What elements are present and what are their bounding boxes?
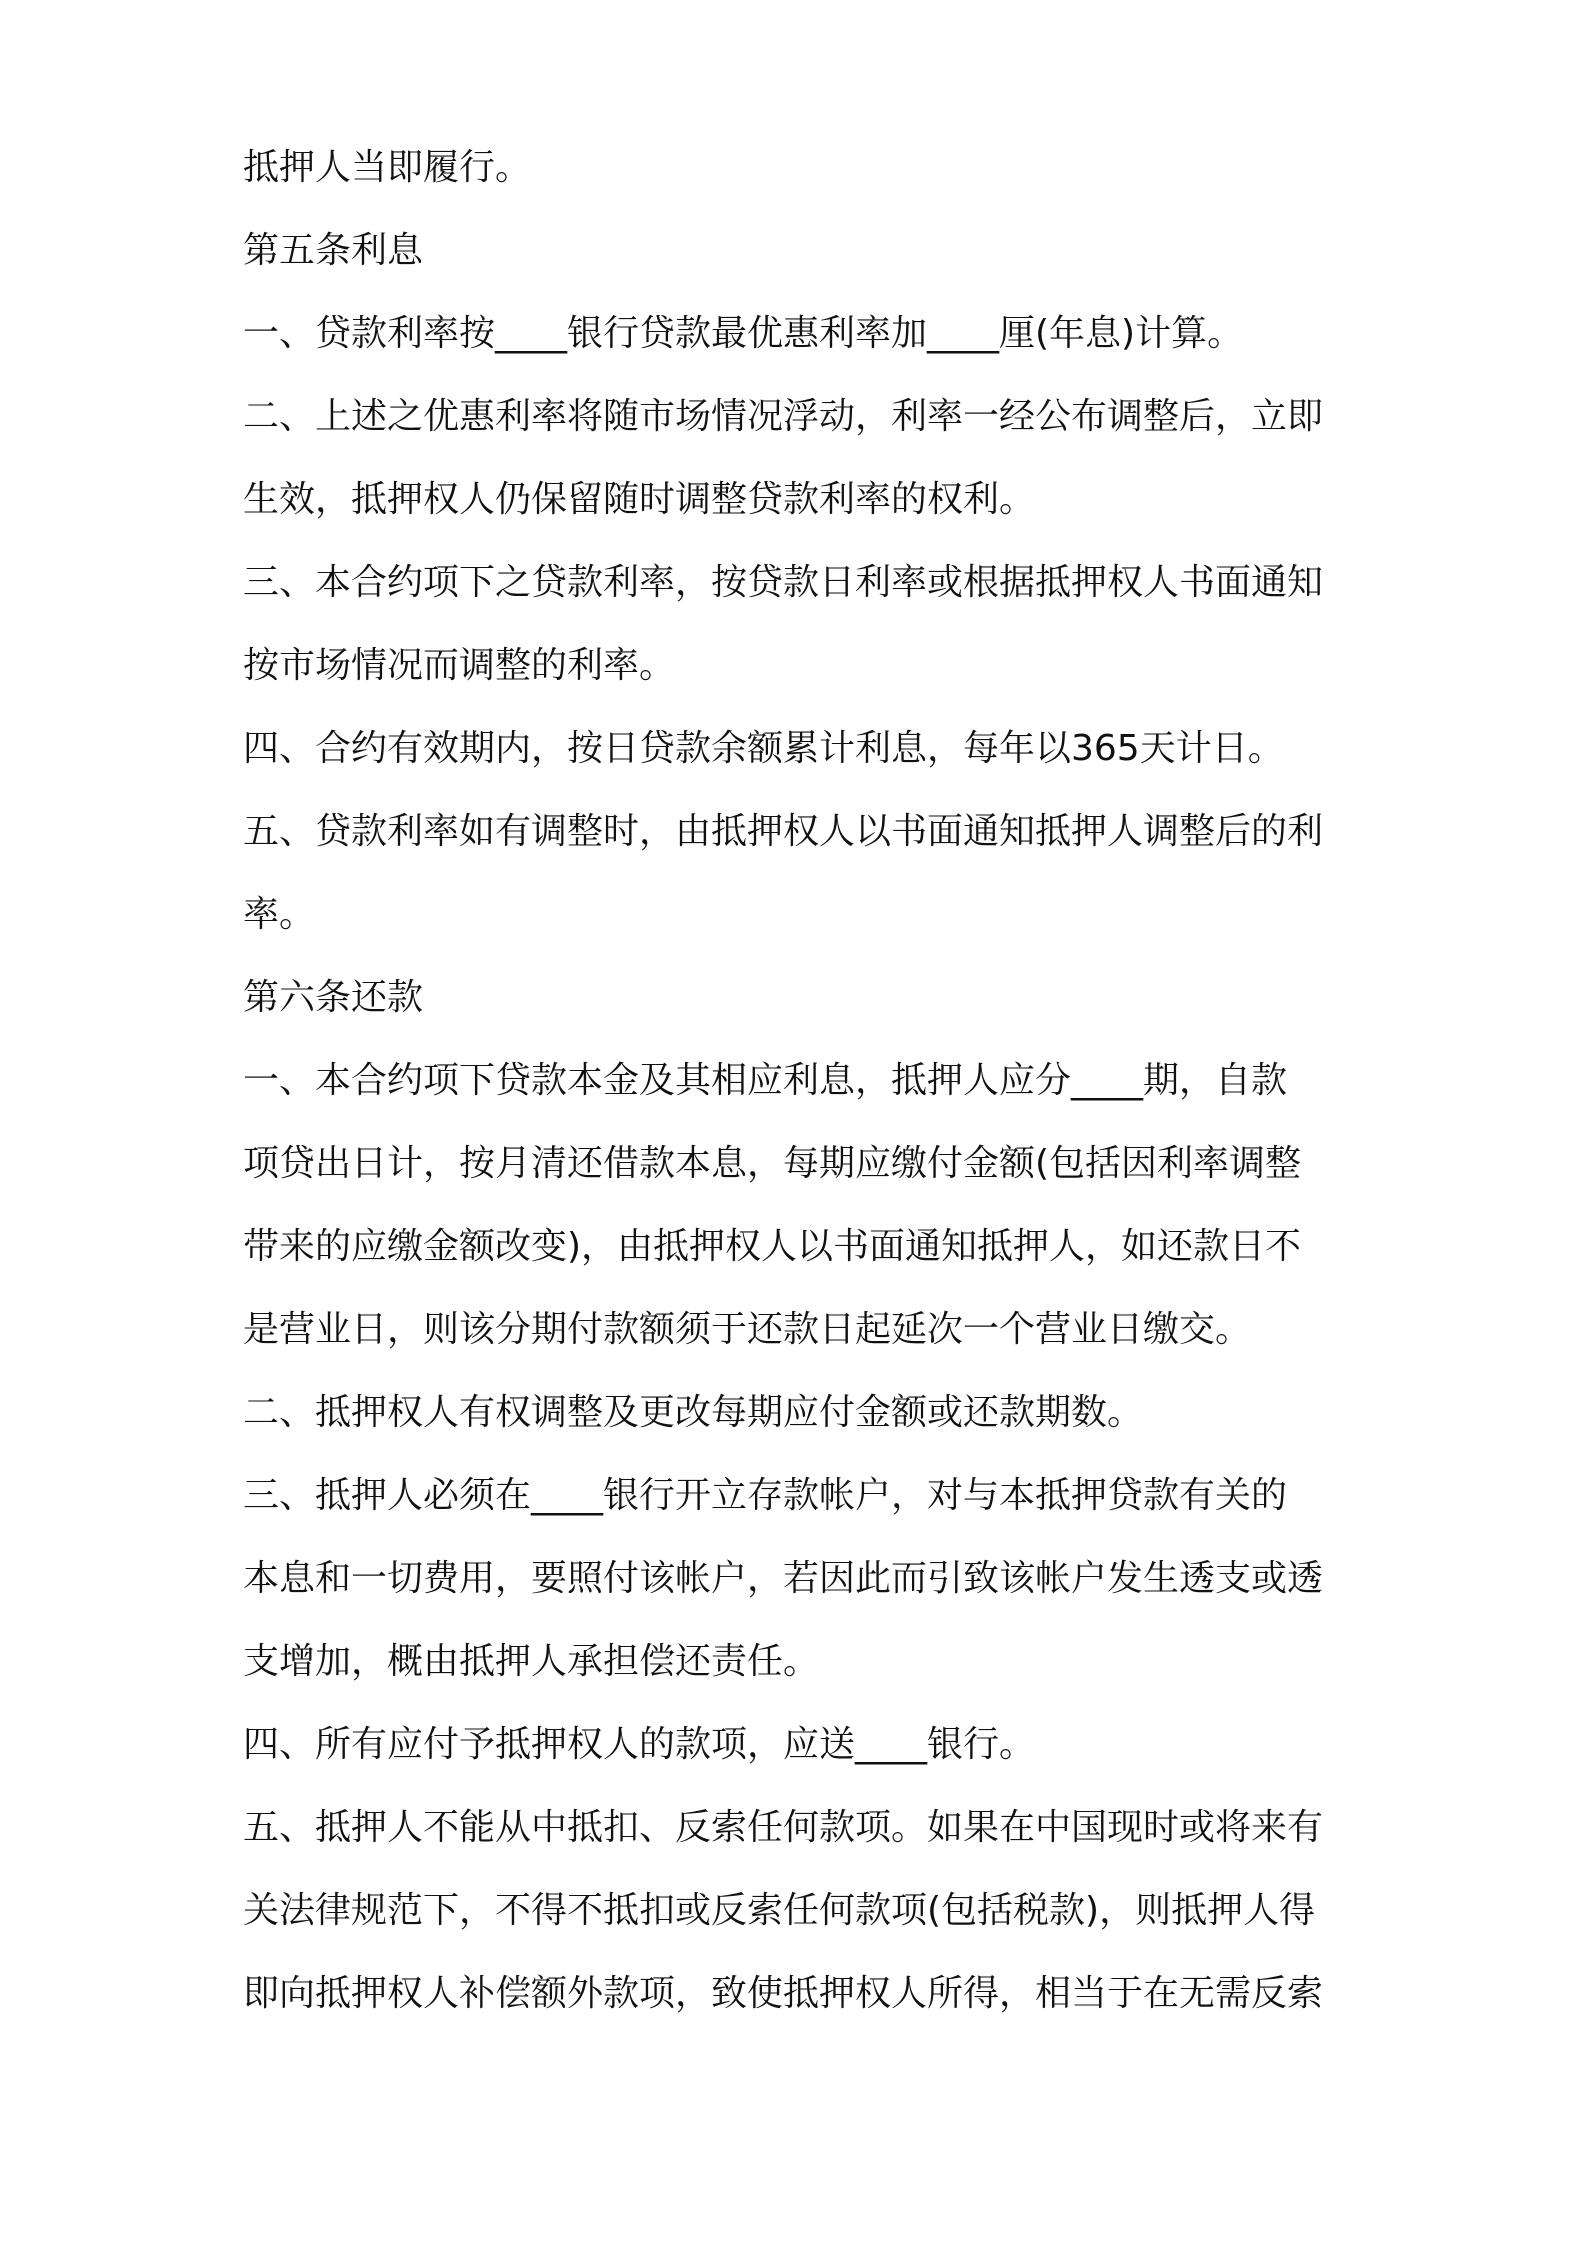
text-line: 四、所有应付予抵押权人的款项，应送____银行。: [243, 1724, 1036, 1765]
text-line: 四、合约有效期内，按日贷款余额累计利息，每年以365天计日。: [243, 728, 1284, 769]
section-heading-repayment: 第六条还款: [243, 977, 424, 1018]
text-line: 五、贷款利率如有调整时，由抵押权人以书面通知抵押人调整后的利: [243, 811, 1324, 852]
text-line: 即向抵押权人补偿额外款项，致使抵押权人所得，相当于在无需反索: [243, 1973, 1324, 2014]
text-line: 二、抵押权人有权调整及更改每期应付金额或还款期数。: [243, 1392, 1144, 1433]
text-line: 一、贷款利率按____银行贷款最优惠利率加____厘(年息)计算。: [243, 313, 1244, 354]
text-line: 二、上述之优惠利率将随市场情况浮动，利率一经公布调整后，立即: [243, 396, 1324, 437]
text-line: 带来的应缴金额改变)，由抵押权人以书面通知抵押人，如还款日不: [243, 1226, 1302, 1267]
text-line: 本息和一切费用，要照付该帐户，若因此而引致该帐户发生透支或透: [243, 1558, 1324, 1599]
text-line: 抵押人当即履行。: [243, 147, 532, 188]
text-line: 项贷出日计，按月清还借款本息，每期应缴付金额(包括因利率调整: [243, 1143, 1302, 1184]
text-line: 率。: [243, 894, 316, 935]
text-line: 三、本合约项下之贷款利率，按贷款日利率或根据抵押权人书面通知: [243, 562, 1324, 603]
text-line: 支增加，概由抵押人承担偿还责任。: [243, 1641, 820, 1682]
text-line: 五、抵押人不能从中抵扣、反索任何款项。如果在中国现时或将来有: [243, 1807, 1324, 1848]
text-line: 按市场情况而调整的利率。: [243, 645, 676, 686]
document-body: [243, 126, 1353, 2035]
text-line: 生效，抵押权人仍保留随时调整贷款利率的权利。: [243, 479, 1036, 520]
text-line: 一、本合约项下贷款本金及其相应利息，抵押人应分____期，自款: [243, 1060, 1288, 1101]
section-heading-interest: 第五条利息: [243, 230, 424, 271]
text-line: 三、抵押人必须在____银行开立存款帐户，对与本抵押贷款有关的: [243, 1475, 1288, 1516]
text-line: 关法律规范下，不得不抵扣或反索任何款项(包括税款)，则抵押人得: [243, 1890, 1316, 1931]
text-line: 是营业日，则该分期付款额须于还款日起延次一个营业日缴交。: [243, 1309, 1252, 1350]
